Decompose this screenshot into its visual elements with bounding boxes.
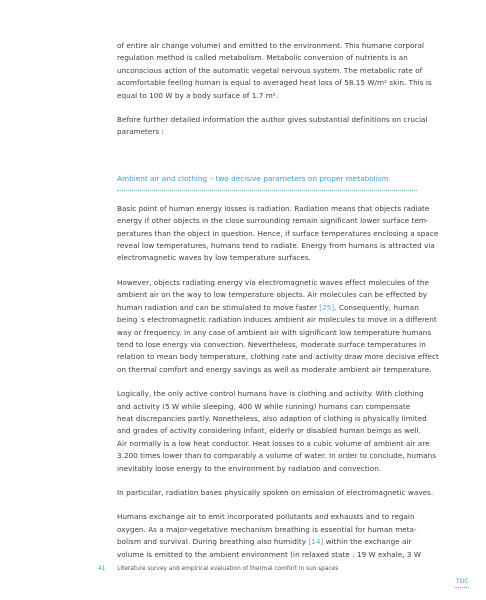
text-line — [117, 549, 422, 561]
text-segment: energy if other objects in the close surrounding remain significant lower surface tem- — [117, 216, 429, 226]
text-segment: way or frequency. In any case of ambient air with significant low temperature humans — [117, 327, 432, 337]
text-segment: equal to 100 W by a body surface of 1.7 m². — [117, 90, 279, 100]
text-segment: Humans exchange air to emit incorporated pollutants and exhausts and to regain — [117, 512, 415, 522]
text-segment: and grades of activity considering infant, elderly or disabled human beings as well. — [117, 426, 421, 436]
text-segment: . Consequently, human — [334, 302, 419, 312]
text-line — [117, 114, 428, 126]
text-line — [117, 364, 432, 376]
page-number: 41 — [98, 566, 106, 572]
text-segment: reveal low temperatures, humans tend to radiate. Energy from humans is attracted via — [117, 241, 435, 251]
text-line — [117, 511, 417, 523]
text-segment: heat discrepancies partly. Nonetheless, also adaption of clothing is physically limited — [117, 413, 427, 423]
text-segment: regulation method is called metabolism. Metabolic conversion of nutrients is an — [117, 53, 408, 63]
text-line — [117, 302, 417, 314]
text-line — [117, 252, 417, 264]
text-line — [117, 463, 417, 475]
text-segment: peratures than the object in question. Hence, if surface temperatures enclosing a space — [117, 228, 439, 238]
citation-link[interactable]: [25] — [319, 302, 335, 312]
section-heading: Ambient air and clothing – two decisive parameters on proper metabolism — [117, 173, 389, 183]
text-line — [117, 65, 423, 77]
text-segment: human radiation and can be stimulated to move faster — [117, 302, 320, 312]
text-line — [117, 240, 435, 252]
body-text — [117, 40, 439, 573]
text-line — [117, 52, 417, 64]
text-line — [117, 536, 417, 548]
text-segment: Basic point of human energy losses is radiation. Radiation means that objects radiate — [117, 203, 430, 213]
heading-divider — [117, 190, 417, 191]
paragraph — [117, 511, 422, 561]
text-line — [117, 77, 432, 89]
text-segment: inevitably loose energy to the environment by radiation and convection. — [117, 463, 382, 473]
paragraph — [117, 388, 437, 475]
text-segment: electromagnetic waves by low temperature surfaces. — [117, 253, 312, 263]
paragraph — [117, 277, 439, 376]
text-segment: acomfortable feeling human is equal to averaged heat loss of 58.15 W/m² skin. This is — [117, 78, 432, 88]
paragraph — [117, 114, 428, 139]
text-line — [117, 327, 432, 339]
text-line — [117, 339, 426, 351]
intro-paragraphs — [117, 40, 432, 139]
text-line — [117, 228, 439, 240]
text-segment: In particular, radiation bases physically spoken on emission of electromagnetic waves. — [117, 487, 434, 497]
text-line — [117, 289, 428, 301]
text-segment: Air normally is a low heat conductor. Heat losses to a cubic volume of ambient air are — [117, 438, 430, 448]
text-segment: parameters : — [117, 127, 164, 137]
paragraph — [117, 40, 432, 102]
text-line — [117, 215, 429, 227]
text-line — [117, 40, 425, 52]
text-line — [117, 388, 424, 400]
text-segment: However, objects radiating energy via electromagnetic waves effect molecules of the — [117, 277, 429, 287]
text-line — [117, 401, 417, 413]
text-segment: 3.200 times lower than to comparably a volume of water. In order to conclude, humans — [117, 451, 437, 461]
text-segment: bolism and survival. During breathing also humidity — [117, 537, 309, 547]
toc-underline — [455, 587, 469, 588]
text-segment: within the exchange air — [323, 537, 412, 547]
paragraph — [117, 487, 434, 499]
text-line — [117, 203, 430, 215]
text-line — [117, 126, 417, 138]
text-segment: tend to lose energy via convection. Nevertheless, moderate surface temperatures in — [117, 339, 426, 349]
page-footer — [98, 566, 338, 572]
text-line — [117, 450, 437, 462]
text-segment: of entire air change volume) and emitted to the environment. This humane corporal — [117, 41, 425, 50]
text-line — [117, 351, 439, 363]
footer-title: Literature survey and empirical evaluation of thermal comfort in sun spaces — [117, 566, 339, 572]
section-paragraphs — [117, 203, 439, 561]
toc-link[interactable]: TOC — [456, 578, 469, 585]
text-segment: Logically, the only active control humans have is clothing and activity. With clothing — [117, 389, 424, 399]
citation-link[interactable]: [14] — [308, 537, 324, 547]
text-line — [117, 277, 429, 289]
text-segment: oxygen. As a major-vegetative mechanism breathing is essential for human meta- — [117, 524, 417, 534]
text-segment: and activity (5 W while sleeping, 400 W while running) humans can compensate — [117, 401, 411, 411]
text-segment: on thermal comfort and energy savings as well as moderate ambient air temperature. — [117, 364, 432, 374]
text-line — [117, 487, 434, 499]
text-line — [117, 425, 421, 437]
text-line — [117, 90, 417, 102]
text-segment: ambient air on the way to low temperature objects. Air molecules can be effected by — [117, 290, 428, 300]
text-line — [117, 438, 430, 450]
text-line — [117, 524, 417, 536]
text-segment: being´s electromagnetic radiation induces ambient air molecules to move in a different — [117, 315, 437, 325]
text-line — [117, 314, 437, 326]
text-line — [117, 413, 427, 425]
text-segment: volume is emitted to the ambient environment (in relaxed state : 19 W exhale, 3 W — [117, 549, 422, 559]
paragraph — [117, 203, 439, 265]
text-segment: Before further detailed information the author gives substantial definitions on crucial — [117, 115, 428, 125]
text-segment: relation to mean body temperature, clothing rate and activity draw more decisive effect — [117, 352, 439, 362]
text-segment: unconscious action of the automatic vegetal nervous system. The metabolic rate of — [117, 65, 423, 75]
